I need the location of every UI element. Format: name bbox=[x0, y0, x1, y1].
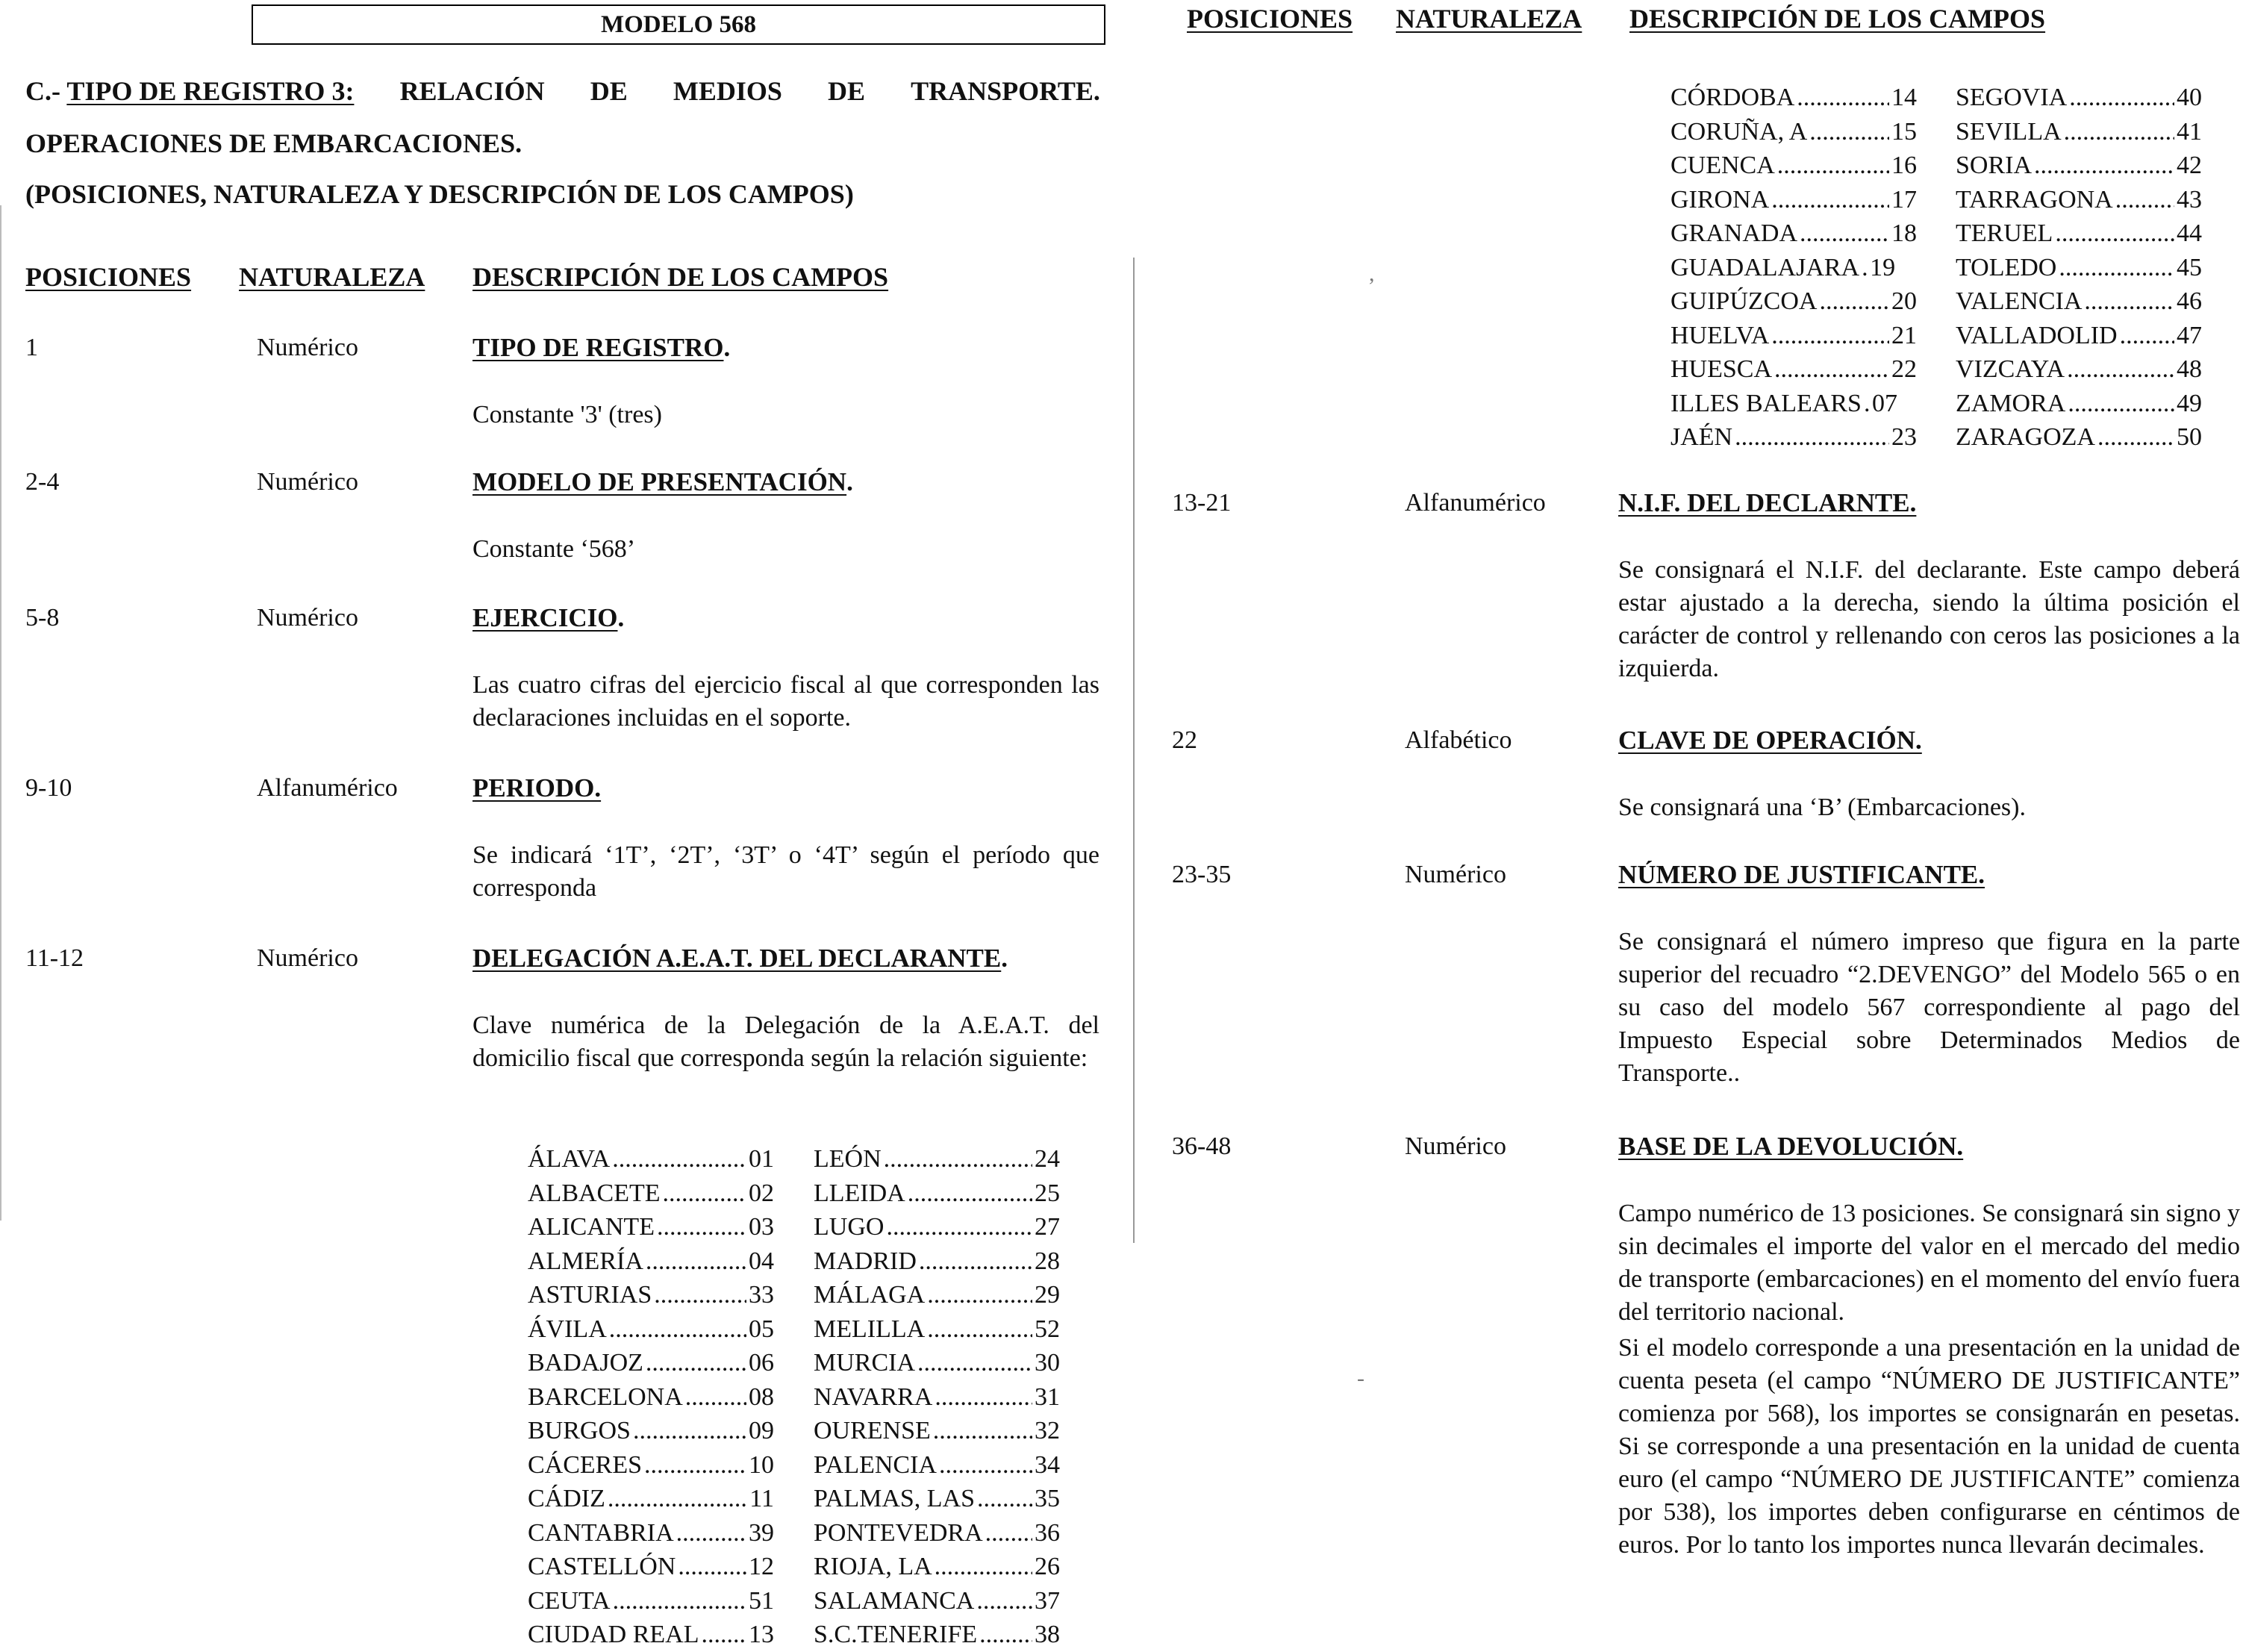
province-name: ILLES BALEARS bbox=[1670, 389, 1862, 417]
province-row bbox=[814, 1584, 1060, 1618]
province-name: CEUTA bbox=[528, 1586, 611, 1615]
province-name: CUENCA bbox=[1670, 152, 1775, 179]
province-row bbox=[1670, 319, 1917, 353]
province-row bbox=[814, 1278, 1060, 1312]
province-row bbox=[528, 1210, 774, 1244]
province-code: 35 bbox=[1035, 1485, 1060, 1512]
province-row bbox=[528, 1346, 774, 1380]
province-code: 36 bbox=[1035, 1518, 1060, 1547]
province-code: 38 bbox=[1035, 1621, 1060, 1648]
province-name: LEÓN bbox=[814, 1145, 882, 1173]
field-description: Se indicará ‘1T’, ‘2T’, ‘3T’ o ‘4T’ según el período que corresponda bbox=[472, 841, 1099, 902]
field-nature: Numérico bbox=[257, 468, 358, 496]
province-row bbox=[1956, 319, 2202, 353]
province-code: 18 bbox=[1891, 219, 1917, 247]
province-code: 14 bbox=[1891, 84, 1917, 111]
province-code: 33 bbox=[749, 1281, 774, 1309]
province-code: 17 bbox=[1891, 185, 1917, 213]
field-description-continued: Si el modelo corresponde a una presentación en la unidad de cuenta peseta (el campo “NÚMERO DE JUSTIFICANTE” comienza por 568), los importes se consignarán en pesetas. Si se corresponde a una presentación en la unidad de cuenta euro (el campo “NÚMERO DE JUSTIFICANTE” comienza por 538), los importes deben configurarse en céntimos de euros. Por lo tanto los importes nunca llevarán decimales. bbox=[1618, 1334, 2240, 1559]
province-name: ÁLAVA bbox=[528, 1145, 611, 1173]
field-nature: Numérico bbox=[257, 944, 358, 972]
province-code: 19 bbox=[1870, 253, 1896, 281]
province-name: CORUÑA, A bbox=[1670, 117, 1808, 146]
province-name: ASTURIAS bbox=[528, 1281, 652, 1309]
province-name: GUIPÚZCOA bbox=[1670, 287, 1818, 315]
province-row bbox=[814, 1210, 1060, 1244]
province-name: CANTABRIA bbox=[528, 1518, 674, 1547]
province-code: 49 bbox=[2177, 389, 2202, 417]
province-row bbox=[814, 1482, 1060, 1516]
province-row bbox=[1670, 420, 1917, 455]
province-name: ALICANTE bbox=[528, 1213, 655, 1241]
province-row bbox=[528, 1244, 774, 1279]
province-row bbox=[814, 1244, 1060, 1279]
province-row bbox=[528, 1618, 774, 1652]
page-gutter-line bbox=[1133, 258, 1135, 1243]
field-nature: Numérico bbox=[257, 334, 358, 361]
province-name: CÓRDOBA bbox=[1670, 84, 1795, 111]
province-code: 07 bbox=[1871, 389, 1897, 417]
field-title-text: N.I.F. DEL DECLARNTE. bbox=[1618, 488, 1917, 517]
field-position: 11-12 bbox=[25, 944, 84, 972]
province-code: 11 bbox=[749, 1485, 774, 1512]
province-code: 23 bbox=[1891, 423, 1917, 451]
province-row bbox=[1670, 216, 1917, 251]
field-title: MODELO DE PRESENTACIÓN. bbox=[472, 467, 853, 496]
province-name: CASTELLÓN bbox=[528, 1553, 676, 1580]
province-row bbox=[528, 1142, 774, 1176]
province-name: BARCELONA bbox=[528, 1383, 683, 1411]
province-code: 50 bbox=[2177, 423, 2202, 451]
province-row bbox=[528, 1448, 774, 1483]
province-row bbox=[814, 1550, 1060, 1584]
province-code: 46 bbox=[2177, 287, 2202, 315]
province-name: PONTEVEDRA bbox=[814, 1518, 983, 1547]
province-row bbox=[528, 1278, 774, 1312]
province-name: LUGO bbox=[814, 1213, 885, 1241]
province-code: 12 bbox=[749, 1553, 774, 1580]
province-code: 29 bbox=[1035, 1281, 1060, 1309]
province-row bbox=[1670, 352, 1917, 387]
province-name: RIOJA, LA bbox=[814, 1553, 932, 1580]
province-code: 39 bbox=[749, 1518, 774, 1547]
page-edge-line bbox=[0, 205, 1, 1221]
province-row bbox=[1670, 115, 1917, 149]
field-position: 23-35 bbox=[1172, 861, 1232, 888]
col-header-naturaleza: NATURALEZA bbox=[1396, 4, 1582, 34]
field-nature: Numérico bbox=[1405, 861, 1506, 888]
province-code: 42 bbox=[2177, 152, 2202, 179]
province-name: HUELVA bbox=[1670, 321, 1770, 349]
province-code: 34 bbox=[1035, 1450, 1060, 1479]
heading-prefix: C.- bbox=[25, 76, 60, 106]
province-code: 37 bbox=[1035, 1586, 1060, 1615]
field-title: EJERCICIO. bbox=[472, 603, 625, 632]
field-description: Se consignará el número impreso que figura en la parte superior del recuadro “2.DEVENGO” del Modelo 565 o en su caso del modelo 567 correspondiente al pago del Impuesto Especial sobre Determinados Medios de Transporte.. bbox=[1618, 928, 2240, 1087]
field-nature: Alfabético bbox=[1405, 726, 1512, 754]
province-code: 27 bbox=[1035, 1213, 1060, 1241]
province-name: S.C.TENERIFE bbox=[814, 1621, 978, 1648]
field-title-text: NÚMERO DE JUSTIFICANTE. bbox=[1618, 860, 1985, 889]
province-code: 44 bbox=[2177, 219, 2202, 247]
heading-word: DE bbox=[590, 76, 628, 106]
field-title bbox=[1618, 1130, 1963, 1163]
province-name: CIUDAD REAL bbox=[528, 1621, 699, 1648]
province-code: 30 bbox=[1035, 1349, 1060, 1377]
province-name: GRANADA bbox=[1670, 219, 1797, 247]
province-code: 31 bbox=[1035, 1383, 1060, 1411]
province-name: VALENCIA bbox=[1956, 287, 2083, 315]
province-row bbox=[1956, 216, 2202, 251]
field-nature: Alfanumérico bbox=[257, 774, 398, 802]
field-description: Campo numérico de 13 posiciones. Se consignará sin signo y sin decimales el importe del valor en el mercado del medio de transporte (embarcaciones) en el momento del envío fuera del territorio nacional. bbox=[1618, 1200, 2240, 1326]
province-row bbox=[1670, 284, 1917, 319]
field-position: 1 bbox=[25, 334, 38, 361]
heading-word: MEDIOS bbox=[673, 76, 782, 106]
province-name: ÁVILA bbox=[528, 1315, 607, 1343]
col-header-descripcion: DESCRIPCIÓN DE LOS CAMPOS bbox=[1629, 4, 2046, 34]
province-code: 15 bbox=[1891, 117, 1917, 146]
field-description: Se consignará el N.I.F. del declarante. Este campo deberá estar ajustado a la derecha, siendo la última posición el carácter de control y rellenando con ceros las posiciones a la izquierda. bbox=[1618, 556, 2240, 682]
province-name: TOLEDO bbox=[1956, 253, 2057, 281]
field-title bbox=[472, 772, 601, 805]
province-row bbox=[528, 1414, 774, 1448]
province-code: 05 bbox=[749, 1315, 774, 1343]
province-code: 45 bbox=[2177, 253, 2202, 281]
province-name: ZARAGOZA bbox=[1956, 423, 2095, 451]
province-name: BADAJOZ bbox=[528, 1349, 643, 1377]
province-code: 28 bbox=[1035, 1247, 1060, 1275]
province-row bbox=[1956, 387, 2202, 421]
province-name: PALMAS, LAS bbox=[814, 1485, 976, 1512]
field-position: 2-4 bbox=[25, 468, 60, 496]
province-code: 06 bbox=[749, 1349, 774, 1377]
field-nature: Alfanumérico bbox=[1405, 489, 1546, 517]
province-name: OURENSE bbox=[814, 1417, 931, 1444]
province-row bbox=[1956, 183, 2202, 217]
field-description: Las cuatro cifras del ejercicio fiscal al que corresponden las declaraciones incluidas en el soporte. bbox=[472, 671, 1099, 732]
province-code: 13 bbox=[749, 1621, 774, 1648]
scan-speck: , bbox=[1369, 261, 1375, 286]
field-title-text: CLAVE DE OPERACIÓN. bbox=[1618, 726, 1922, 755]
province-name: MELILLA bbox=[814, 1315, 926, 1343]
heading-prefix-group bbox=[25, 76, 354, 106]
field-position: 9-10 bbox=[25, 774, 72, 802]
field-title-text: TIPO DE REGISTRO bbox=[472, 333, 724, 362]
province-code: 40 bbox=[2177, 84, 2202, 111]
col-header-posiciones: POSICIONES bbox=[1187, 4, 1353, 34]
field-title-text: EJERCICIO bbox=[472, 603, 618, 632]
province-name: PALENCIA bbox=[814, 1450, 937, 1479]
heading-word: RELACIÓN bbox=[399, 76, 545, 106]
province-code: 25 bbox=[1035, 1179, 1060, 1207]
section-heading-line1 bbox=[25, 76, 1100, 106]
province-row bbox=[814, 1618, 1060, 1652]
province-name: TERUEL bbox=[1956, 219, 2053, 247]
province-name: HUESCA bbox=[1670, 355, 1773, 383]
province-row bbox=[1956, 251, 2202, 285]
field-title bbox=[1618, 487, 1916, 520]
province-name: SALAMANCA bbox=[814, 1586, 975, 1615]
province-row bbox=[528, 1584, 774, 1618]
province-row bbox=[528, 1380, 774, 1415]
field-title: TIPO DE REGISTRO. bbox=[472, 333, 731, 362]
province-row bbox=[1956, 420, 2202, 455]
field-description: Se consignará una ‘B’ (Embarcaciones). bbox=[1618, 794, 2026, 821]
province-code: 02 bbox=[749, 1179, 774, 1207]
province-name: CÁCERES bbox=[528, 1450, 643, 1479]
province-name: NAVARRA bbox=[814, 1383, 933, 1411]
province-name: SEVILLA bbox=[1956, 117, 2062, 146]
province-name: SEGOVIA bbox=[1956, 84, 2068, 111]
province-row bbox=[1670, 81, 1917, 115]
province-code: 16 bbox=[1891, 152, 1917, 179]
province-name: GUADALAJARA bbox=[1670, 253, 1860, 281]
province-code: 22 bbox=[1891, 355, 1917, 383]
province-code: 26 bbox=[1035, 1553, 1060, 1580]
province-name: SORIA bbox=[1956, 152, 2033, 179]
field-description: Constante '3' (tres) bbox=[472, 401, 662, 428]
province-code: 24 bbox=[1035, 1145, 1060, 1173]
province-code: 10 bbox=[749, 1450, 774, 1479]
province-row bbox=[528, 1516, 774, 1550]
province-row bbox=[814, 1312, 1060, 1347]
province-code: 21 bbox=[1891, 321, 1917, 349]
province-code: 32 bbox=[1035, 1417, 1060, 1444]
heading-word: DE bbox=[828, 76, 866, 106]
province-row bbox=[1956, 352, 2202, 387]
field-title-text: BASE DE LA DEVOLUCIÓN. bbox=[1618, 1132, 1964, 1161]
province-code: 20 bbox=[1891, 287, 1917, 315]
province-name: CÁDIZ bbox=[528, 1485, 605, 1512]
field-title bbox=[1618, 724, 1922, 757]
province-row bbox=[1670, 149, 1917, 183]
province-name: VALLADOLID bbox=[1956, 321, 2118, 349]
province-code: 04 bbox=[749, 1247, 774, 1275]
field-title-text: PERIODO. bbox=[472, 773, 602, 802]
col-header-naturaleza: NATURALEZA bbox=[239, 262, 425, 292]
province-name: MURCIA bbox=[814, 1349, 916, 1377]
province-row bbox=[814, 1448, 1060, 1483]
field-title-text: DELEGACIÓN A.E.A.T. DEL DECLARANTE bbox=[472, 944, 1002, 973]
province-code: 41 bbox=[2177, 117, 2202, 146]
province-name: MADRID bbox=[814, 1247, 917, 1275]
field-title-text: MODELO DE PRESENTACIÓN bbox=[472, 467, 847, 496]
province-code: 48 bbox=[2177, 355, 2202, 383]
province-row bbox=[1956, 284, 2202, 319]
province-row bbox=[1670, 387, 1917, 421]
province-code: 51 bbox=[749, 1586, 774, 1615]
province-code: 47 bbox=[2177, 321, 2202, 349]
province-code: 43 bbox=[2177, 185, 2202, 213]
field-nature: Numérico bbox=[257, 604, 358, 632]
field-description: Clave numérica de la Delegación de la A.E.A.T. del domicilio fiscal que corresponda según la relación siguiente: bbox=[472, 1012, 1099, 1072]
province-row bbox=[1956, 81, 2202, 115]
heading-word: TRANSPORTE. bbox=[911, 76, 1100, 106]
province-name: ALMERÍA bbox=[528, 1247, 643, 1275]
province-row bbox=[1670, 183, 1917, 217]
province-row bbox=[814, 1516, 1060, 1550]
province-name: JAÉN bbox=[1670, 423, 1733, 451]
heading-tipo-registro: TIPO DE REGISTRO 3: bbox=[66, 76, 355, 106]
province-row bbox=[814, 1176, 1060, 1211]
province-row bbox=[1670, 251, 1917, 285]
province-code: 52 bbox=[1035, 1315, 1060, 1343]
province-row bbox=[1956, 115, 2202, 149]
field-position: 22 bbox=[1172, 726, 1197, 754]
province-name: TARRAGONA bbox=[1956, 185, 2113, 213]
field-position: 5-8 bbox=[25, 604, 60, 632]
province-list-right-col1 bbox=[1670, 81, 1917, 455]
model-title-box: MODELO 568 bbox=[252, 4, 1105, 45]
province-name: LLEIDA bbox=[814, 1179, 905, 1207]
province-name: BURGOS bbox=[528, 1417, 631, 1444]
province-name: GIRONA bbox=[1670, 185, 1770, 213]
field-nature: Numérico bbox=[1405, 1132, 1506, 1160]
province-row bbox=[814, 1380, 1060, 1415]
province-list-left-col1 bbox=[528, 1142, 774, 1652]
province-code: 08 bbox=[749, 1383, 774, 1411]
province-list-left-col2 bbox=[814, 1142, 1060, 1652]
section-heading-line3: (POSICIONES, NATURALEZA Y DESCRIPCIÓN DE LOS CAMPOS) bbox=[25, 179, 854, 209]
province-row bbox=[528, 1312, 774, 1347]
col-header-posiciones: POSICIONES bbox=[25, 262, 192, 292]
province-code: 03 bbox=[749, 1213, 774, 1241]
province-list-right-col2 bbox=[1956, 81, 2202, 455]
province-row bbox=[528, 1482, 774, 1516]
section-heading-line2: OPERACIONES DE EMBARCACIONES. bbox=[25, 128, 522, 158]
col-header-descripcion: DESCRIPCIÓN DE LOS CAMPOS bbox=[472, 262, 889, 292]
province-name: ALBACETE bbox=[528, 1179, 661, 1207]
province-row bbox=[1956, 149, 2202, 183]
province-row bbox=[528, 1176, 774, 1211]
field-position: 36-48 bbox=[1172, 1132, 1232, 1160]
field-title: DELEGACIÓN A.E.A.T. DEL DECLARANTE. bbox=[472, 944, 1008, 973]
province-row bbox=[814, 1346, 1060, 1380]
province-code: 01 bbox=[749, 1145, 774, 1173]
province-name: MÁLAGA bbox=[814, 1281, 926, 1309]
field-description: Constante ‘568’ bbox=[472, 535, 636, 563]
province-row bbox=[528, 1550, 774, 1584]
scan-speck: - bbox=[1357, 1366, 1364, 1391]
province-row bbox=[814, 1142, 1060, 1176]
province-code: 09 bbox=[749, 1417, 774, 1444]
province-name: ZAMORA bbox=[1956, 389, 2066, 417]
field-position: 13-21 bbox=[1172, 489, 1232, 517]
province-name: VIZCAYA bbox=[1956, 355, 2065, 383]
province-row bbox=[814, 1414, 1060, 1448]
field-title bbox=[1618, 858, 1985, 891]
